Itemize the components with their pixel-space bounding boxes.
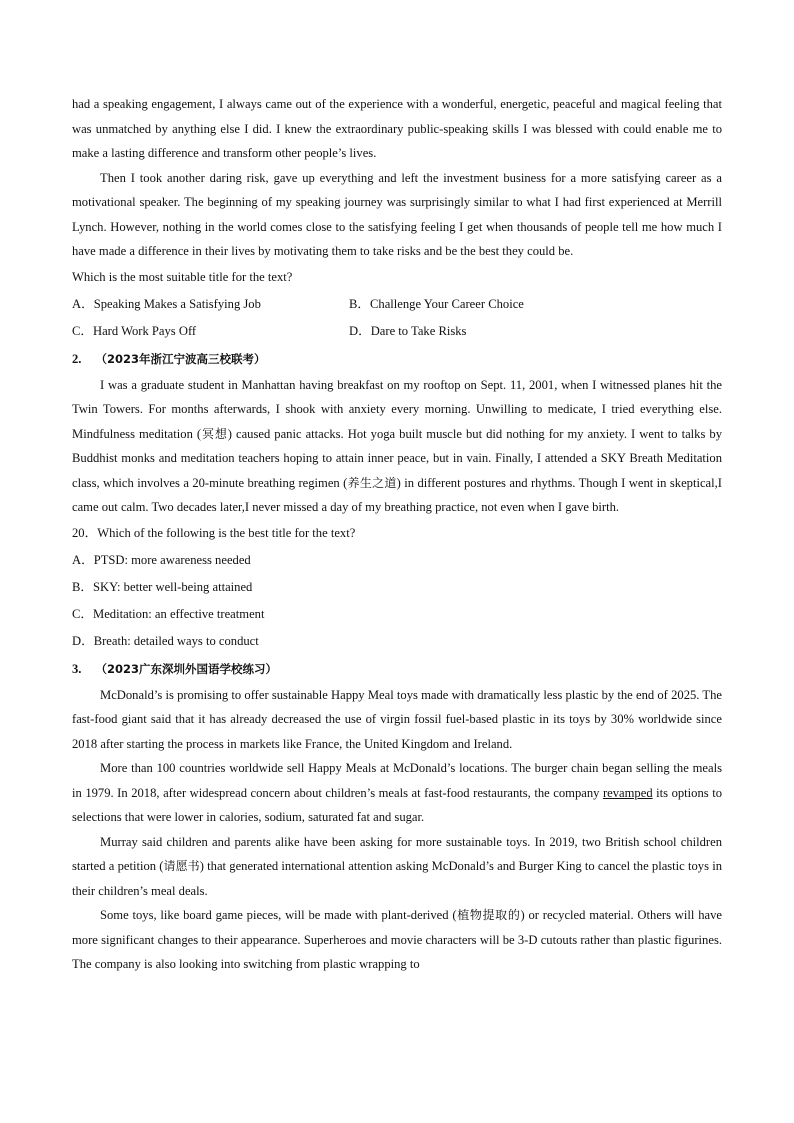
section2-option-b[interactable]: B．SKY: better well-being attained — [72, 579, 253, 594]
passage1-paragraph-2: Then I took another daring risk, gave up everything and left the investment business for a more satisfying career as a motivational speaker. The beginning of my speaking journey was surprisingly similar to what I had first experienced at Merrill Lynch. However, nothing in the world comes close to the satisfying feeling I get when thousands of people tell me how much I have made a difference in their lives by motivating them to take risks and be the best they could be. — [72, 170, 722, 258]
section3-paragraph-4 — [72, 903, 722, 977]
section3-cjk-plant-derived: 植物提取的 — [456, 908, 521, 922]
section3-underlined-word: revamped — [602, 785, 653, 800]
section2-number: 2. — [72, 351, 82, 366]
section2-option-d[interactable]: D．Breath: detailed ways to conduct — [72, 633, 259, 648]
section3-paragraph-2 — [72, 756, 722, 830]
passage1-option-c[interactable]: C．Hard Work Pays Off — [72, 323, 197, 338]
passage1-option-b[interactable]: B．Challenge Your Career Choice — [349, 296, 524, 311]
section3-paragraph-3 — [72, 830, 722, 904]
section3-paragraph-1: McDonald’s is promising to offer sustainable Happy Meal toys made with dramatically less plastic by the end of 2025. The fast-food giant said that it has already decreased the use of virgin fossil fuel-based plastic in its toys by 30% worldwide since 2018 after starting the process in markets like France, the United Kingdom and Ireland. — [72, 687, 722, 751]
passage1-options-row-2 — [72, 318, 722, 345]
section2-text-b: ) caused panic attacks. Hot yoga built muscle but did nothing for my anxiety. I went to talks by Buddhist monks and meditation teachers hoping to attain inner peace, but in vain. Finally, I attended a SKY Breath Meditation class, which involves a 20-minute breathing regimen ( — [72, 426, 722, 490]
section3-p2-text-a: More than 100 countries worldwide sell Happy Meals at McDonald’s locations. The burger chain began selling the meals in 1979. In 2018, after widespread concern about children’s meals at fast-food restaurants, the company — [72, 761, 722, 800]
section2-text-c: ) in different postures and rhythms. Though I went in skeptical,I came out calm. Two decades later,I never missed a day of my breathing practice, not even when I gave birth. — [72, 475, 722, 514]
section2-source: （2023年浙江宁波高三校联考） — [95, 351, 266, 366]
section3-p4-text-b: ) or recycled material. Others will have more significant changes to their appearance. Superheroes and movie characters will be 3-D cutouts rather than plastic figurines. The company is also looking into switching from plastic wrapping to — [72, 908, 722, 971]
section3-source: （2023广东深圳外国语学校练习） — [95, 661, 277, 676]
section3-p4-text-a: Some toys, like board game pieces, will be made with plant-derived ( — [100, 908, 457, 922]
passage1-option-a[interactable]: A．Speaking Makes a Satisfying Job — [72, 296, 261, 311]
passage1-options-row-1 — [72, 291, 722, 318]
section2-paragraph-1 — [72, 373, 722, 520]
section2-question: 20．Which of the following is the best title for the text? — [72, 525, 356, 540]
section2-heading — [72, 345, 722, 373]
section3-p2-text-b: its options to selections that were lower in calories, sodium, saturated fat and sugar. — [72, 785, 722, 824]
section3-number: 3. — [72, 661, 82, 676]
section3-cjk-petition: 请愿书 — [163, 859, 200, 873]
section3-p3-text-b: ) that generated international attention asking McDonald’s and Burger King to cancel the plastic toys in their children’s meal deals. — [72, 859, 722, 898]
section2-cjk-regimen: 养生之道 — [347, 475, 397, 490]
passage1-paragraph-1: had a speaking engagement, I always came out of the experience with a wonderful, energetic, peaceful and magical feeling that was unmatched by anything else I did. I knew the extraordinary public-speaking skills I was blessed with could enable me to make a lasting difference and transform other people’s lives. — [72, 97, 722, 160]
passage1-option-d[interactable]: D．Dare to Take Risks — [349, 323, 467, 338]
section2-option-c[interactable]: C．Meditation: an effective treatment — [72, 606, 265, 621]
section3-p3-text-a: Murray said children and parents alike have been asking for more sustainable toys. In 2019, two British school children started a petition ( — [72, 834, 722, 873]
section2-cjk-meditation: 冥想 — [201, 426, 228, 441]
section2-text-a: I was a graduate student in Manhattan having breakfast on my rooftop on Sept. 11, 2001, when I witnessed planes hit the Twin Towers. For months afterwards, I shook with anxiety every morning. Unwilling to medicate, I tried everything else. Mindfulness meditation ( — [72, 377, 722, 441]
section3-heading — [72, 655, 722, 683]
passage1-question: Which is the most suitable title for the text? — [72, 269, 293, 284]
document-page — [72, 92, 722, 977]
section2-option-a[interactable]: A．PTSD: more awareness needed — [72, 552, 251, 567]
